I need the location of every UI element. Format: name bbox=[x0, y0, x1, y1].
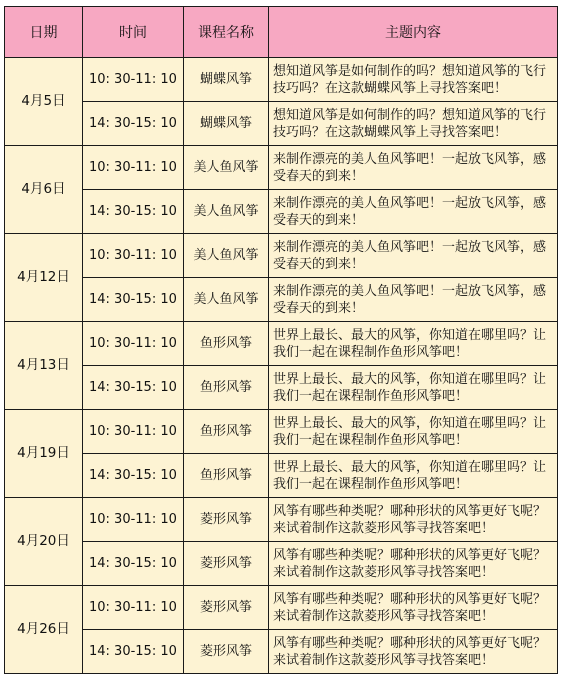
date-cell: 4月26日 bbox=[5, 586, 83, 674]
topic-cell: 想知道风筝是如何制作的吗？想知道风筝的飞行技巧吗？在这款蝴蝶风筝上寻找答案吧！ bbox=[269, 102, 558, 146]
time-cell: 14: 30-15: 10 bbox=[83, 102, 184, 146]
topic-cell: 来制作漂亮的美人鱼风筝吧！一起放飞风筝，感受春天的到来！ bbox=[269, 146, 558, 190]
course-cell: 鱼形风筝 bbox=[184, 410, 269, 454]
header-date: 日期 bbox=[5, 7, 83, 58]
table-header bbox=[5, 7, 558, 58]
topic-cell: 想知道风筝是如何制作的吗？想知道风筝的飞行技巧吗？在这款蝴蝶风筝上寻找答案吧！ bbox=[269, 58, 558, 102]
topic-cell: 世界上最长、最大的风筝，你知道在哪里吗？让我们一起在课程制作鱼形风筝吧！ bbox=[269, 322, 558, 366]
topic-cell: 来制作漂亮的美人鱼风筝吧！一起放飞风筝，感受春天的到来！ bbox=[269, 278, 558, 322]
time-cell: 14: 30-15: 10 bbox=[83, 278, 184, 322]
topic-cell: 风筝有哪些种类呢？哪种形状的风筝更好飞呢？来试着制作这款菱形风筝寻找答案吧！ bbox=[269, 586, 558, 630]
topic-cell: 风筝有哪些种类呢？哪种形状的风筝更好飞呢？来试着制作这款菱形风筝寻找答案吧！ bbox=[269, 498, 558, 542]
time-cell: 10: 30-11: 10 bbox=[83, 234, 184, 278]
table-row bbox=[5, 234, 558, 278]
time-cell: 10: 30-11: 10 bbox=[83, 410, 184, 454]
topic-cell: 来制作漂亮的美人鱼风筝吧！一起放飞风筝，感受春天的到来！ bbox=[269, 234, 558, 278]
table-row bbox=[5, 102, 558, 146]
course-cell: 菱形风筝 bbox=[184, 630, 269, 674]
topic-cell: 风筝有哪些种类呢？哪种形状的风筝更好飞呢？来试着制作这款菱形风筝寻找答案吧！ bbox=[269, 542, 558, 586]
time-cell: 14: 30-15: 10 bbox=[83, 454, 184, 498]
schedule-container bbox=[4, 6, 557, 691]
time-cell: 14: 30-15: 10 bbox=[83, 366, 184, 410]
topic-cell: 世界上最长、最大的风筝，你知道在哪里吗？让我们一起在课程制作鱼形风筝吧！ bbox=[269, 366, 558, 410]
course-cell: 美人鱼风筝 bbox=[184, 278, 269, 322]
time-cell: 14: 30-15: 10 bbox=[83, 630, 184, 674]
header-time: 时间 bbox=[83, 7, 184, 58]
table-row bbox=[5, 190, 558, 234]
table-row bbox=[5, 454, 558, 498]
course-cell: 美人鱼风筝 bbox=[184, 234, 269, 278]
table-row bbox=[5, 542, 558, 586]
date-cell: 4月20日 bbox=[5, 498, 83, 586]
table-row bbox=[5, 410, 558, 454]
time-cell: 10: 30-11: 10 bbox=[83, 586, 184, 630]
table-row bbox=[5, 146, 558, 190]
course-cell: 鱼形风筝 bbox=[184, 366, 269, 410]
time-cell: 14: 30-15: 10 bbox=[83, 190, 184, 234]
date-cell: 4月13日 bbox=[5, 322, 83, 410]
course-cell: 鱼形风筝 bbox=[184, 322, 269, 366]
header-course: 课程名称 bbox=[184, 7, 269, 58]
time-cell: 10: 30-11: 10 bbox=[83, 322, 184, 366]
course-cell: 蝴蝶风筝 bbox=[184, 58, 269, 102]
time-cell: 10: 30-11: 10 bbox=[83, 146, 184, 190]
header-topic: 主题内容 bbox=[269, 7, 558, 58]
table-row bbox=[5, 322, 558, 366]
topic-cell: 风筝有哪些种类呢？哪种形状的风筝更好飞呢？来试着制作这款菱形风筝寻找答案吧！ bbox=[269, 630, 558, 674]
date-cell: 4月19日 bbox=[5, 410, 83, 498]
table-body bbox=[5, 58, 558, 674]
course-cell: 菱形风筝 bbox=[184, 586, 269, 630]
course-cell: 菱形风筝 bbox=[184, 498, 269, 542]
date-cell: 4月5日 bbox=[5, 58, 83, 146]
course-cell: 蝴蝶风筝 bbox=[184, 102, 269, 146]
topic-cell: 世界上最长、最大的风筝，你知道在哪里吗？让我们一起在课程制作鱼形风筝吧！ bbox=[269, 454, 558, 498]
date-cell: 4月6日 bbox=[5, 146, 83, 234]
date-cell: 4月12日 bbox=[5, 234, 83, 322]
time-cell: 10: 30-11: 10 bbox=[83, 498, 184, 542]
table-row bbox=[5, 278, 558, 322]
topic-cell: 来制作漂亮的美人鱼风筝吧！一起放飞风筝，感受春天的到来！ bbox=[269, 190, 558, 234]
course-cell: 美人鱼风筝 bbox=[184, 146, 269, 190]
table-row bbox=[5, 586, 558, 630]
table-row bbox=[5, 58, 558, 102]
course-cell: 菱形风筝 bbox=[184, 542, 269, 586]
table-row bbox=[5, 366, 558, 410]
header-row bbox=[5, 7, 558, 58]
table-row bbox=[5, 630, 558, 674]
kite-course-schedule-table bbox=[4, 6, 558, 674]
course-cell: 鱼形风筝 bbox=[184, 454, 269, 498]
table-row bbox=[5, 498, 558, 542]
time-cell: 14: 30-15: 10 bbox=[83, 542, 184, 586]
topic-cell: 世界上最长、最大的风筝，你知道在哪里吗？让我们一起在课程制作鱼形风筝吧！ bbox=[269, 410, 558, 454]
course-cell: 美人鱼风筝 bbox=[184, 190, 269, 234]
time-cell: 10: 30-11: 10 bbox=[83, 58, 184, 102]
